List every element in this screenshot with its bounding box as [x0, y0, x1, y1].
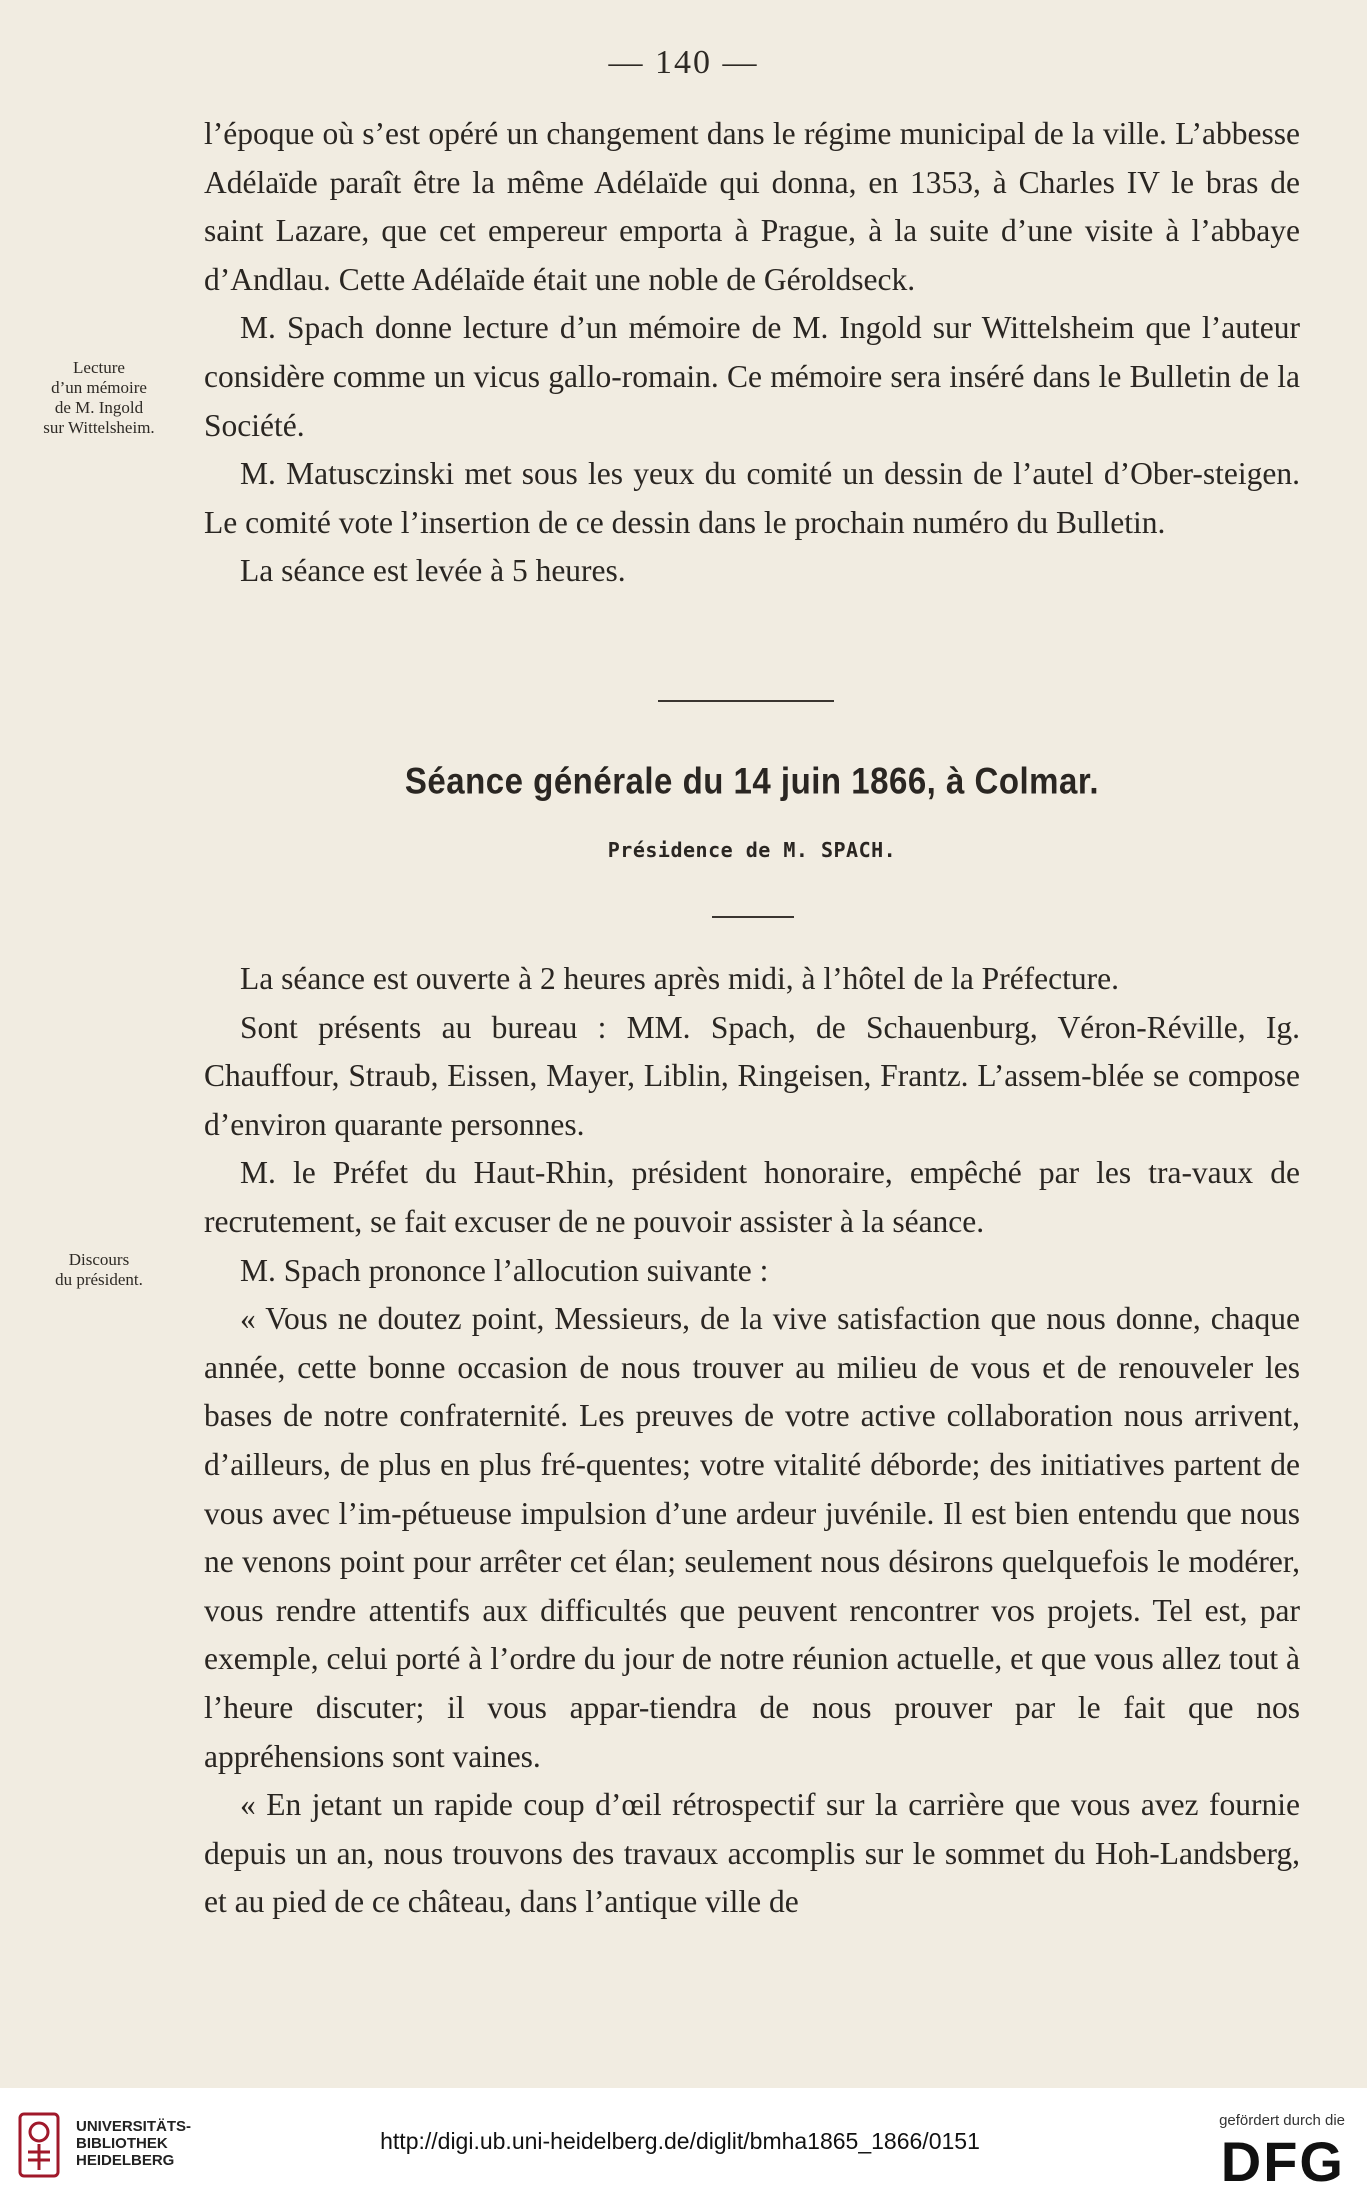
margin-note-lecture	[14, 358, 184, 438]
divider-rule	[658, 700, 834, 702]
paragraph-10: « En jetant un rapide coup d’œil rétrospectif sur la carrière que vous avez fournie depuis un an, nous trouvons des travaux accomplis sur le sommet du Hoh-Landsberg, et au pied de ce château, dans l’antique ville de	[204, 1787, 1300, 1920]
section-title: Séance générale du 14 juin 1866, à Colmar.	[404, 759, 1100, 802]
margin-note-line: Discours	[68, 1250, 130, 1269]
body-text-bottom	[204, 955, 1300, 1927]
footer-bar	[0, 2088, 1367, 2204]
paragraph-7: M. le Préfet du Haut-Rhin, président honoraire, empêché par les tra-vaux de recrutement, se fait excuser de ne pouvoir assister à la séance.	[204, 1155, 1300, 1239]
university-seal-icon	[18, 2112, 60, 2178]
body-text-top	[204, 110, 1300, 596]
margin-note-line: de M. Ingold	[54, 398, 144, 417]
paragraph-3: M. Matusczinski met sous les yeux du comité un dessin de l’autel d’Ober-steigen. Le comité vote l’insertion de ce dessin dans le prochain numéro du Bulletin.	[204, 456, 1300, 540]
margin-note-discours	[14, 1250, 184, 1290]
dfg-logo: DFG	[1220, 2130, 1345, 2193]
paragraph-8: M. Spach prononce l’allocution suivante :	[240, 1252, 769, 1288]
library-line: BIBLIOTHEK	[76, 2135, 168, 2152]
paragraph-5: La séance est ouverte à 2 heures après midi, à l’hôtel de la Préfecture.	[240, 961, 1119, 996]
margin-note-line: sur Wittelsheim.	[43, 418, 155, 437]
permalink-url[interactable]: http://digi.ub.uni-heidelberg.de/diglit/bmha1865_1866/0151	[380, 2128, 980, 2154]
library-line: UNIVERSITÄTS-	[76, 2118, 192, 2135]
funded-by-label: gefördert durch die	[1219, 2112, 1345, 2129]
paragraph-9: « Vous ne doutez point, Messieurs, de la vive satisfaction que nous donne, chaque année, cette bonne occasion de nous trouver au milieu de vous et de renouveler les bases de notre confraternité. Les preuves de votre active collaboration nous arrivent, d’ailleurs, de plus en plus fré-quentes; votre vitalité déborde; des initiatives partent de vous avec l’im-pétueuse impulsion d’une ardeur juvénile. Il est bien entendu que nous ne venons point pour arrêter cet élan; seulement nous désirons quelquefois le modérer, vous rendre attentifs aux difficultés que peuvent rencontrer vos projets. Tel est, par exemple, celui porté à l’ordre du jour de notre réunion actuelle, et que vous allez tout à l’heure discuter; il vous appar-tiendra de nous prouver par le fait que nos appréhensions sont vaines.	[204, 1301, 1300, 1774]
margin-note-line: du président.	[55, 1270, 143, 1289]
paragraph-1: l’époque où s’est opéré un changement dans le régime municipal de la ville. L’abbesse Adélaïde paraît être la même Adélaïde qui donna, en 1353, à Charles IV le bras de saint Lazare, que cet empereur emporta à Prague, à la suite d’une visite à l’abbaye d’Andlau. Cette Adélaïde était une noble de Géroldseck.	[204, 116, 1300, 297]
paragraph-4: La séance est levée à 5 heures.	[240, 553, 626, 589]
presidence-line: Présidence de M. SPACH.	[607, 838, 897, 862]
library-line: HEIDELBERG	[76, 2152, 175, 2169]
paragraph-6: Sont présents au bureau : MM. Spach, de Schauenburg, Véron-Réville, Ig. Chauffour, Straub, Eissen, Mayer, Liblin, Ringeisen, Frantz. L’assem-blée se compose d’environ quarante personnes.	[204, 1009, 1300, 1142]
page-number: — 140 —	[608, 44, 759, 81]
paragraph-2: M. Spach donne lecture d’un mémoire de M. Ingold sur Wittelsheim que l’auteur considère comme un vicus gallo-romain. Ce mémoire sera inséré dans le Bulletin de la Société.	[204, 310, 1300, 443]
library-name	[76, 2118, 191, 2169]
short-divider-rule	[712, 916, 794, 918]
margin-note-line: Lecture	[73, 358, 125, 377]
margin-note-line: d’un mémoire	[51, 378, 147, 397]
